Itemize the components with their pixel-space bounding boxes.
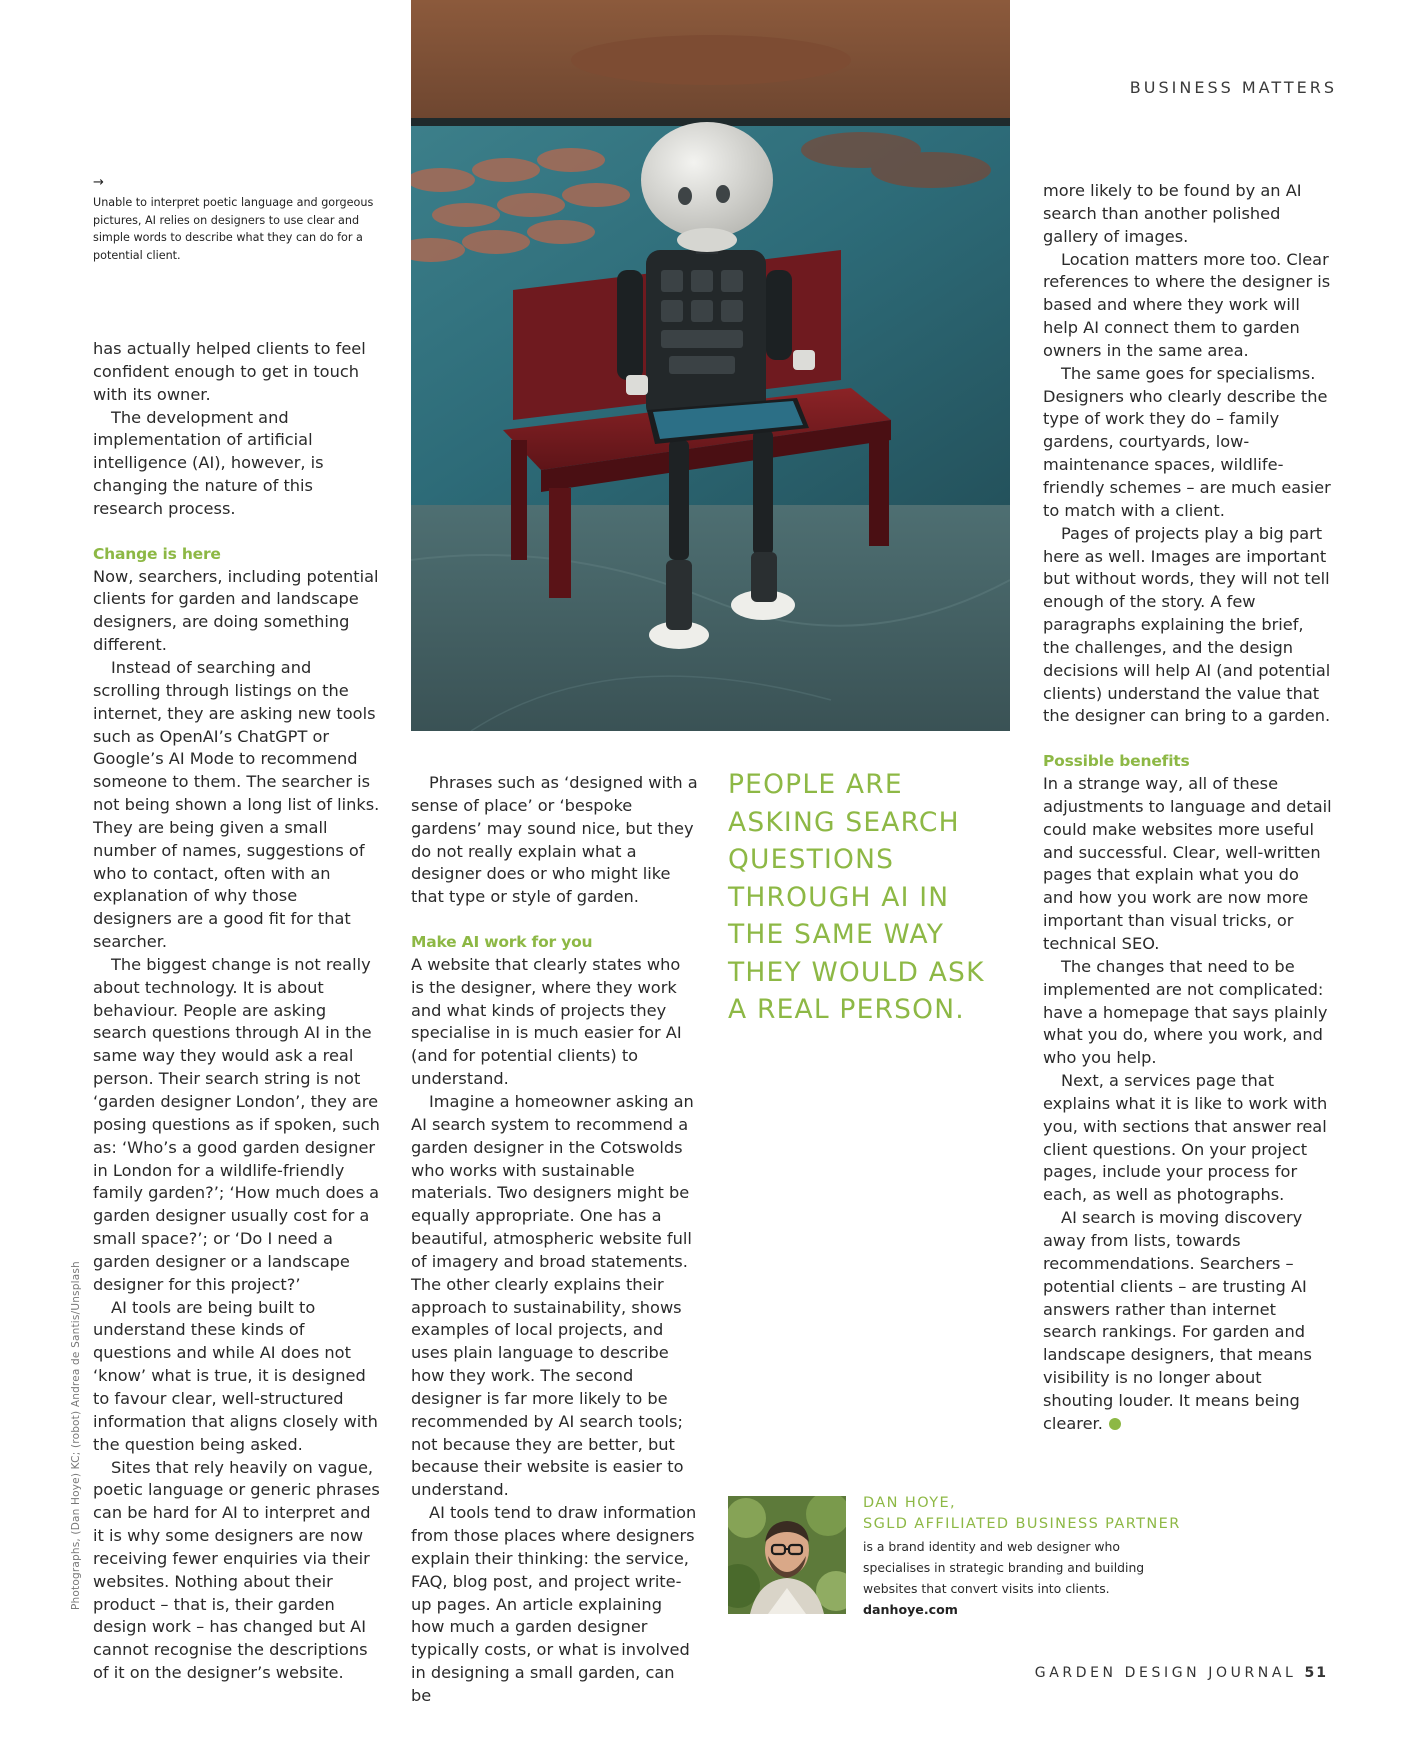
paragraph: AI tools tend to draw information from those places where designers explain their thinking: the service, FAQ, blog post, and project write-up pages. An article explaining how much a garden designer typically costs, or what is involved in designing a small garden, can be	[411, 1503, 697, 1705]
article-column-2	[411, 772, 698, 1708]
caption-text: Unable to interpret poetic language and gorgeous pictures, AI relies on designers to use clear and simple words to describe what they can do for a potential client.	[93, 195, 374, 263]
author-website-link[interactable]: danhoye.com	[863, 1602, 958, 1617]
article-column-1	[93, 338, 380, 1685]
photo-credit: Photographs, (Dan Hoye) KC; (robot) Andrea de Santis/Unsplash	[70, 1261, 82, 1610]
subheading-possible-benefits: Possible benefits	[1043, 752, 1190, 771]
author-bio	[863, 1493, 1183, 1620]
page-number: 51	[1304, 1665, 1328, 1681]
author-description: is a brand identity and web designer who specialises in strategic branding and building websites that convert visits into clients.	[863, 1539, 1145, 1596]
journal-name: GARDEN DESIGN JOURNAL	[1034, 1665, 1297, 1681]
article-column-3	[1043, 180, 1333, 1436]
paragraph: Next, a services page that explains what it is like to work with you, with sections that answer real client questions. On your project pages, include your process for each, as well as photographs.	[1043, 1071, 1328, 1205]
paragraph-text: AI search is moving discovery away from lists, towards recommendations. Searchers – potential clients – are trusting AI answers rather than internet search rankings. For garden and landscape designers, that means visibility is no longer about shouting louder. It means being clearer.	[1043, 1208, 1312, 1433]
paragraph: A website that clearly states who is the designer, where they work and what kinds of projects they specialise in is much easier for AI (and for potential clients) to understand.	[411, 954, 682, 1089]
paragraph: The same goes for specialisms. Designers who clearly describe the type of work they do – family gardens, courtyards, low-maintenance spaces, wildlife-friendly schemes – are much easier to match with a client.	[1043, 363, 1331, 520]
robot-photo	[411, 0, 1010, 731]
paragraph: more likely to be found by an AI search than another polished gallery of images.	[1043, 181, 1302, 246]
photo-caption	[93, 174, 385, 265]
paragraph: Pages of projects play a big part here as well. Images are important but without words, they will not tell enough of the story. A few paragraphs explaining the brief, the challenges, and the design decisions will help AI (and potential clients) understand the value that the designer can bring to a garden.	[1043, 523, 1331, 726]
paragraph: The biggest change is not really about technology. It is about behaviour. People are asking search questions through AI in the same way they would ask a real person. Their search string is not ‘garden designer London’, they are posing questions as if spoken, such as: ‘Who’s a good garden designer in London for a wildlife-friendly family garden?’; ‘How much does a garden designer usually cost for a small space?’; or ‘Do I need a garden designer or a landscape designer for this project?’	[93, 954, 380, 1294]
paragraph: has actually helped clients to feel confident enough to get in touch with its owner.	[93, 339, 366, 404]
author-name: DAN HOYE,	[863, 1495, 957, 1511]
paragraph: Imagine a homeowner asking an AI search system to recommend a garden designer in the Cotswolds who works with sustainable materials. Two designers might be equally appropriate. One has a beautiful, atmospheric website full of imagery and broad statements. The other clearly explains their approach to sustainability, shows examples of local projects, and uses plain language to describe how they work. The second designer is far more likely to be recommended by AI search tools; not because they are better, but because their website is easier to understand.	[411, 1091, 694, 1500]
paragraph: AI tools are being built to understand these kinds of questions and while AI does not ‘know’ what is true, it is designed to favour clear, well-structured information that aligns closely with the question being asked.	[93, 1297, 378, 1454]
paragraph: The development and implementation of artificial intelligence (AI), however, is changing the nature of this research process.	[93, 407, 324, 518]
author-role: SGLD AFFILIATED BUSINESS PARTNER	[863, 1516, 1181, 1532]
paragraph: Location matters more too. Clear references to where the designer is based and where they work will help AI connect them to garden owners in the same area.	[1043, 249, 1331, 360]
subheading-make-ai-work: Make AI work for you	[411, 933, 593, 952]
paragraph: Now, searchers, including potential clients for garden and landscape designers, are doing something different.	[93, 566, 379, 655]
subheading-change-is-here: Change is here	[93, 544, 221, 563]
page-footer	[1035, 1665, 1328, 1681]
author-headshot-illustration	[728, 1496, 846, 1614]
paragraph: Instead of searching and scrolling through listings on the internet, they are asking new tools such as OpenAI’s ChatGPT or Google’s AI Mode to recommend someone to them. The searcher is not being shown a long list of links. They are being given a small number of names, suggestions of who to contact, often with an explanation of why those designers are a good fit for that searcher.	[93, 657, 380, 952]
end-mark-icon	[1109, 1418, 1121, 1430]
paragraph: In a strange way, all of these adjustments to language and detail could make websites more useful and successful. Clear, well-written pages that explain what you do and how you work are now more important than visual tricks, or technical SEO.	[1043, 774, 1332, 953]
robot-photo-illustration	[411, 0, 1010, 731]
paragraph: The changes that need to be implemented are not complicated: have a homepage that says plainly what you do, where you work, and who you help.	[1043, 956, 1328, 1068]
pull-quote: PEOPLE ARE ASKING SEARCH QUESTIONS THROUGH AI IN THE SAME WAY THEY WOULD ASK A REAL PERSON.	[728, 769, 985, 1025]
author-headshot	[728, 1496, 846, 1614]
paragraph: Sites that rely heavily on vague, poetic language or generic phrases can be hard for AI to interpret and it is why some designers are now receiving fewer enquiries via their websites. Nothing about their product – that is, their garden design work – has changed but AI cannot recognise the descriptions of it on the designer’s website.	[93, 1457, 380, 1683]
paragraph: Phrases such as ‘designed with a sense of place’ or ‘bespoke gardens’ may sound nice, but they do not really explain what a designer does or who might like that type or style of garden.	[411, 773, 698, 907]
section-label: BUSINESS MATTERS	[1129, 78, 1337, 97]
paragraph-final	[1043, 1207, 1333, 1435]
arrow-icon: →	[93, 175, 104, 190]
